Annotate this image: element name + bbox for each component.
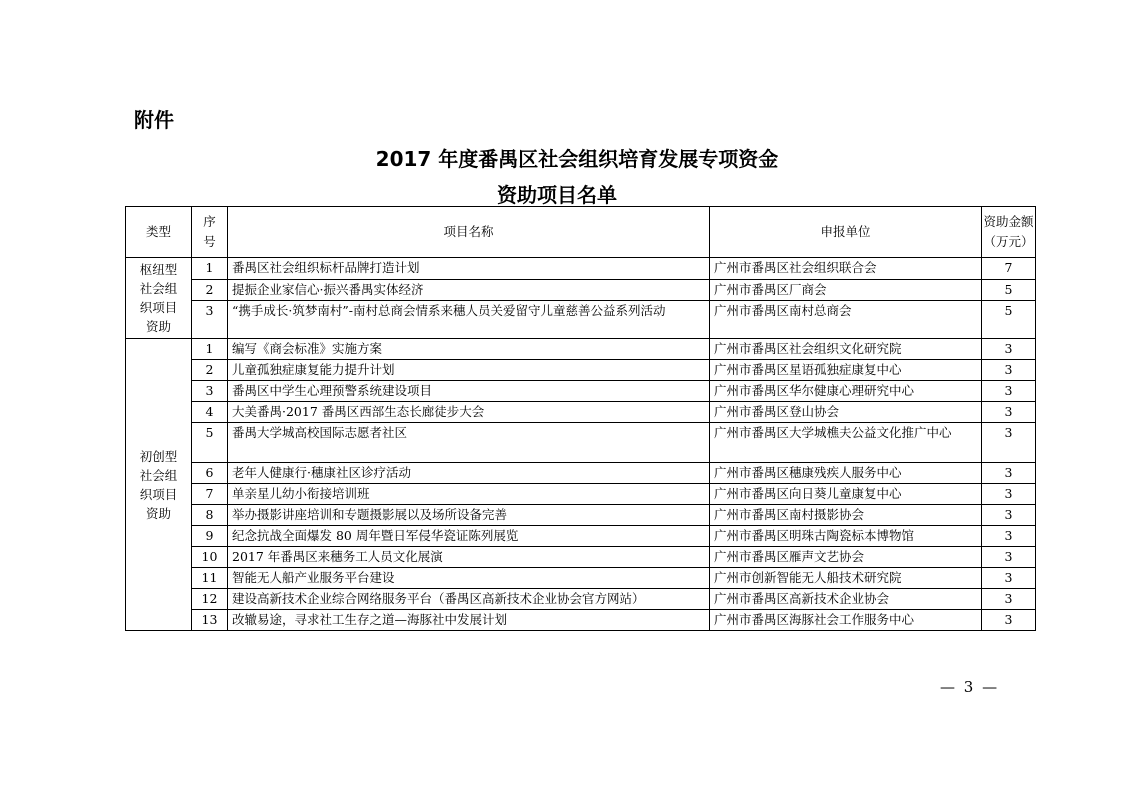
row-amount: 3 <box>982 423 1036 463</box>
table-row <box>126 463 1036 484</box>
row-applicant-unit: 广州市番禺区华尔健康心理研究中心 <box>710 381 982 402</box>
document-title: 2017 年度番禺区社会组织培育发展专项资金 <box>375 147 779 171</box>
row-amount: 7 <box>982 258 1036 280</box>
table-row <box>126 589 1036 610</box>
row-project-name: 编写《商会标准》实施方案 <box>228 339 710 360</box>
row-applicant-unit: 广州市创新智能无人船技术研究院 <box>710 568 982 589</box>
row-amount: 3 <box>982 360 1036 381</box>
row-amount: 5 <box>982 279 1036 301</box>
group-type-cell: 枢纽型 社会组 织项目 资助 <box>126 258 192 339</box>
row-no: 6 <box>192 463 228 484</box>
row-amount: 3 <box>982 568 1036 589</box>
row-amount: 3 <box>982 526 1036 547</box>
group-type-cell: 初创型 社会组 织项目 资助 <box>126 339 192 631</box>
row-no: 2 <box>192 360 228 381</box>
row-project-name: 建设高新技术企业综合网络服务平台（番禺区高新技术企业协会官方网站） <box>228 589 710 610</box>
row-project-name: 大美番禺·2017 番禺区西部生态长廊徒步大会 <box>228 402 710 423</box>
table-body <box>126 258 1036 631</box>
table-header-row <box>126 207 1036 258</box>
header-amount: 资助金额 （万元） <box>982 207 1036 258</box>
row-no: 9 <box>192 526 228 547</box>
document-subtitle: 资助项目名单 <box>497 183 617 207</box>
row-no: 11 <box>192 568 228 589</box>
row-no: 12 <box>192 589 228 610</box>
row-no: 10 <box>192 547 228 568</box>
row-applicant-unit: 广州市番禺区厂商会 <box>710 279 982 301</box>
row-project-name: 纪念抗战全面爆发 80 周年暨日军侵华瓷证陈列展览 <box>228 526 710 547</box>
row-no: 7 <box>192 484 228 505</box>
row-amount: 3 <box>982 610 1036 631</box>
page-number: — 3 — <box>940 678 1000 696</box>
row-no: 4 <box>192 402 228 423</box>
row-amount: 3 <box>982 505 1036 526</box>
row-no: 2 <box>192 279 228 301</box>
table-row <box>126 526 1036 547</box>
row-project-name: 单亲星儿幼小衔接培训班 <box>228 484 710 505</box>
row-project-name: 智能无人船产业服务平台建设 <box>228 568 710 589</box>
table-row <box>126 258 1036 280</box>
row-project-name: 番禺大学城高校国际志愿者社区 <box>228 423 710 463</box>
header-type: 类型 <box>126 207 192 258</box>
row-no: 1 <box>192 258 228 280</box>
row-applicant-unit: 广州市番禺区南村总商会 <box>710 301 982 339</box>
table-row <box>126 423 1036 463</box>
row-amount: 3 <box>982 547 1036 568</box>
table-row <box>126 339 1036 360</box>
table-row <box>126 610 1036 631</box>
funding-table <box>125 206 1036 631</box>
row-no: 1 <box>192 339 228 360</box>
row-no: 3 <box>192 381 228 402</box>
row-project-name: 举办摄影讲座培训和专题摄影展以及场所设备完善 <box>228 505 710 526</box>
row-project-name: 提振企业家信心·振兴番禺实体经济 <box>228 279 710 301</box>
row-applicant-unit: 广州市番禺区大学城樵夫公益文化推广中心 <box>710 423 982 463</box>
row-amount: 3 <box>982 402 1036 423</box>
header-applicant-unit: 申报单位 <box>710 207 982 258</box>
row-applicant-unit: 广州市番禺区登山协会 <box>710 402 982 423</box>
header-project-name: 项目名称 <box>228 207 710 258</box>
row-applicant-unit: 广州市番禺区社会组织文化研究院 <box>710 339 982 360</box>
row-project-name: 番禺区社会组织标杆品牌打造计划 <box>228 258 710 280</box>
row-amount: 3 <box>982 484 1036 505</box>
row-amount: 3 <box>982 381 1036 402</box>
table-row <box>126 301 1036 339</box>
row-no: 5 <box>192 423 228 463</box>
row-no: 3 <box>192 301 228 339</box>
row-project-name: “携手成长·筑梦南村”-南村总商会情系来穗人员关爱留守儿童慈善公益系列活动 <box>228 301 710 339</box>
row-applicant-unit: 广州市番禺区穗康残疾人服务中心 <box>710 463 982 484</box>
table-row <box>126 381 1036 402</box>
row-project-name: 儿童孤独症康复能力提升计划 <box>228 360 710 381</box>
row-project-name: 老年人健康行·穗康社区诊疗活动 <box>228 463 710 484</box>
header-no: 序 号 <box>192 207 228 258</box>
row-applicant-unit: 广州市番禺区高新技术企业协会 <box>710 589 982 610</box>
row-project-name: 番禺区中学生心理预警系统建设项目 <box>228 381 710 402</box>
row-applicant-unit: 广州市番禺区南村摄影协会 <box>710 505 982 526</box>
table-row <box>126 484 1036 505</box>
row-applicant-unit: 广州市番禺区星语孤独症康复中心 <box>710 360 982 381</box>
row-amount: 3 <box>982 339 1036 360</box>
table-row <box>126 279 1036 301</box>
attachment-label: 附件 <box>134 108 174 132</box>
row-no: 8 <box>192 505 228 526</box>
row-amount: 5 <box>982 301 1036 339</box>
row-applicant-unit: 广州市番禺区海豚社会工作服务中心 <box>710 610 982 631</box>
row-applicant-unit: 广州市番禺区明珠古陶瓷标本博物馆 <box>710 526 982 547</box>
row-applicant-unit: 广州市番禺区雁声文艺协会 <box>710 547 982 568</box>
row-amount: 3 <box>982 463 1036 484</box>
table-row <box>126 360 1036 381</box>
row-applicant-unit: 广州市番禺区社会组织联合会 <box>710 258 982 280</box>
table-row <box>126 402 1036 423</box>
row-project-name: 改辙易途，寻求社工生存之道—海豚社中发展计划 <box>228 610 710 631</box>
table-row <box>126 568 1036 589</box>
table-row <box>126 547 1036 568</box>
table-row <box>126 505 1036 526</box>
row-no: 13 <box>192 610 228 631</box>
row-project-name: 2017 年番禺区来穗务工人员文化展演 <box>228 547 710 568</box>
row-amount: 3 <box>982 589 1036 610</box>
row-applicant-unit: 广州市番禺区向日葵儿童康复中心 <box>710 484 982 505</box>
